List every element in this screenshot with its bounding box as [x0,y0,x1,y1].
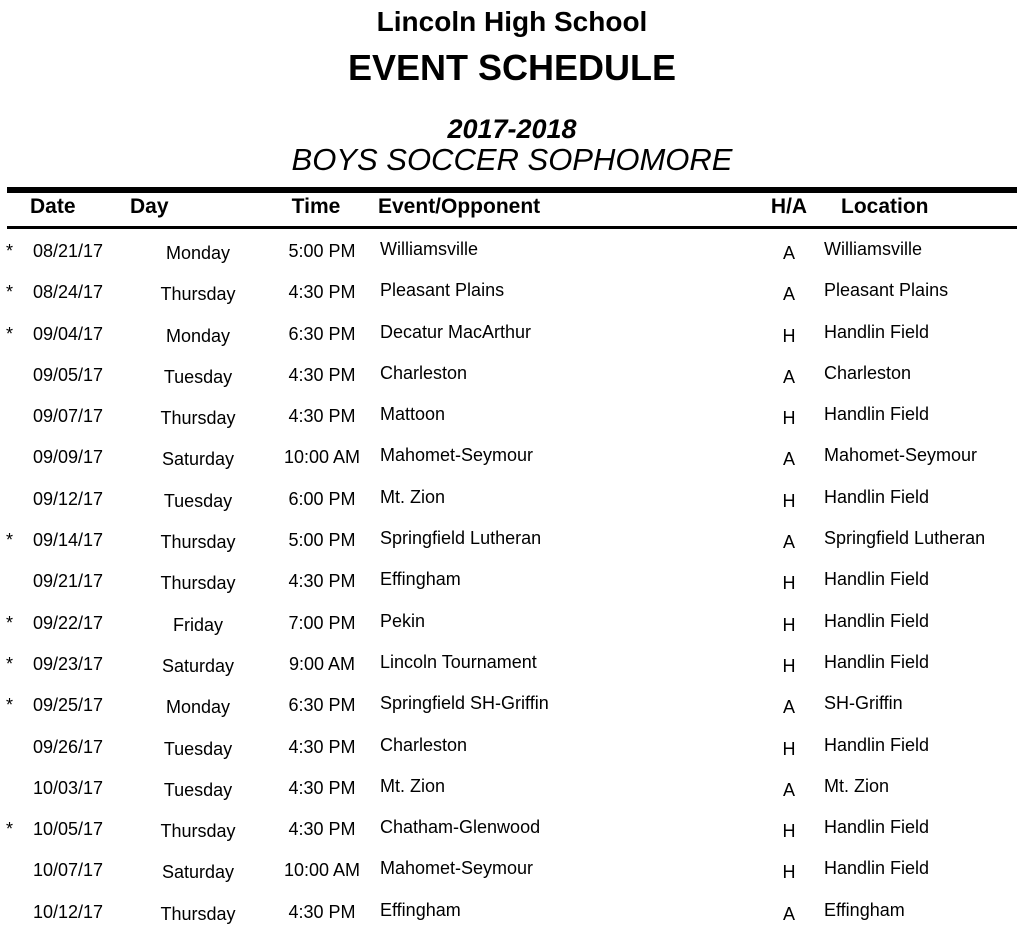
location-cell: Handlin Field [824,651,930,672]
table-row [0,314,1024,355]
day-cell: Thursday [160,821,236,842]
day-cell: Thursday [160,408,236,429]
location-cell: Charleston [824,362,912,383]
home-away-cell: A [782,449,795,470]
conference-flag: * [6,653,14,674]
date-cell: 09/23/17 [33,653,104,674]
home-away-cell: H [782,738,796,759]
event-cell: Lincoln Tournament [380,651,537,672]
time-cell: 7:00 PM [288,612,356,633]
column-header-time: Time [291,195,341,218]
day-cell: Tuesday [163,490,233,511]
table-row [0,768,1024,809]
location-cell: SH-Griffin [824,693,903,714]
table-row [0,479,1024,520]
event-cell: Chatham-Glenwood [380,817,541,838]
time-cell: 6:00 PM [288,488,356,509]
table-row [0,272,1024,313]
day-cell: Tuesday [163,738,233,759]
date-cell: 10/03/17 [33,777,104,798]
conference-flag: * [6,241,14,261]
time-cell: 6:30 PM [288,323,356,344]
page-title: EVENT SCHEDULE [347,47,677,88]
day-cell: Thursday [160,284,236,305]
table-row [0,727,1024,768]
date-cell: 08/21/17 [33,241,104,261]
home-away-cell: H [782,573,796,594]
home-away-cell: A [782,697,795,718]
table-row [0,685,1024,726]
column-header-day: Day [130,195,169,218]
time-cell: 10:00 AM [283,447,361,468]
home-away-cell: A [782,779,795,800]
date-cell: 09/26/17 [33,736,104,757]
location-cell: Springfield Lutheran [824,528,986,549]
conference-flag: * [6,282,14,303]
conference-flag: * [6,612,14,633]
time-cell: 4:30 PM [288,282,356,303]
event-cell: Pleasant Plains [380,280,505,301]
day-cell: Friday [172,614,223,635]
table-row [0,850,1024,891]
time-cell: 4:30 PM [288,571,356,592]
table-row [0,355,1024,396]
location-cell: Handlin Field [824,858,930,879]
time-cell: 10:00 AM [283,860,361,881]
day-cell: Monday [165,697,231,718]
day-cell: Thursday [160,532,236,553]
time-cell: 9:00 AM [288,653,356,674]
table-row [0,561,1024,602]
home-away-cell: H [782,655,796,676]
conference-flag: * [6,695,14,716]
event-cell: Charleston [380,734,468,755]
date-cell: 10/12/17 [33,901,104,922]
location-cell: Handlin Field [824,486,930,507]
location-cell: Handlin Field [824,569,930,590]
location-cell: Handlin Field [824,404,930,425]
location-cell: Handlin Field [824,734,930,755]
home-away-cell: A [782,903,795,924]
event-cell: Mt. Zion [380,775,446,796]
date-cell: 09/25/17 [33,695,104,716]
date-cell: 09/22/17 [33,612,104,633]
time-cell: 4:30 PM [288,819,356,840]
event-cell: Mahomet-Seymour [380,858,534,879]
team-label: BOYS SOCCER SOPHOMORE [291,142,733,177]
day-cell: Monday [165,243,231,263]
time-cell: 6:30 PM [288,695,356,716]
location-cell: Handlin Field [824,610,930,631]
table-row [0,231,1024,272]
table-row [0,520,1024,561]
event-cell: Charleston [380,362,468,383]
day-cell: Thursday [160,573,236,594]
column-header-row [0,196,1024,220]
event-cell: Mattoon [380,404,446,425]
date-cell: 09/09/17 [33,447,104,468]
event-cell: Williamsville [380,239,478,259]
time-cell: 4:30 PM [288,901,356,922]
day-cell: Saturday [161,862,235,883]
event-cell: Mt. Zion [380,486,446,507]
column-header-date: Date [30,195,76,218]
home-away-cell: H [782,490,796,511]
table-row [0,892,1024,933]
column-header-event: Event/Opponent [378,195,541,218]
table-row [0,437,1024,478]
table-row [0,809,1024,850]
home-away-cell: H [782,408,796,429]
date-cell: 08/24/17 [33,282,104,303]
event-cell: Effingham [380,899,461,920]
conference-flag: * [6,819,14,840]
home-away-cell: H [782,821,796,842]
date-cell: 10/05/17 [33,819,104,840]
day-cell: Saturday [161,655,235,676]
schedule-rows [0,231,1024,933]
home-away-cell: A [782,284,795,305]
event-cell: Mahomet-Seymour [380,445,534,466]
time-cell: 5:00 PM [288,530,356,551]
season-label: 2017-2018 [447,114,577,144]
location-cell: Pleasant Plains [824,280,949,301]
home-away-cell: A [782,243,795,263]
date-cell: 10/07/17 [33,860,104,881]
day-cell: Thursday [160,903,236,924]
time-cell: 4:30 PM [288,406,356,427]
home-away-cell: H [782,325,796,346]
event-cell: Springfield SH-Griffin [380,693,549,714]
location-cell: Effingham [824,899,905,920]
home-away-cell: A [782,366,795,387]
date-cell: 09/21/17 [33,571,104,592]
home-away-cell: H [782,614,796,635]
time-cell: 5:00 PM [288,241,356,261]
location-cell: Handlin Field [824,817,930,838]
location-cell: Mahomet-Seymour [824,445,978,466]
header-rule-thick [7,187,1017,193]
time-cell: 4:30 PM [288,736,356,757]
table-row [0,644,1024,685]
day-cell: Tuesday [163,366,233,387]
location-cell: Handlin Field [824,321,930,342]
day-cell: Saturday [161,449,235,470]
location-cell: Williamsville [824,239,922,259]
date-cell: 09/05/17 [33,364,104,385]
table-row [0,603,1024,644]
event-cell: Effingham [380,569,461,590]
event-cell: Pekin [380,610,426,631]
event-cell: Decatur MacArthur [380,321,532,342]
time-cell: 4:30 PM [288,777,356,798]
date-cell: 09/12/17 [33,488,104,509]
date-cell: 09/04/17 [33,323,104,344]
column-header-home-away: H/A [770,195,808,218]
conference-flag: * [6,530,14,551]
home-away-cell: A [782,532,795,553]
day-cell: Tuesday [163,779,233,800]
home-away-cell: H [782,862,796,883]
conference-flag: * [6,323,14,344]
time-cell: 4:30 PM [288,364,356,385]
event-cell: Springfield Lutheran [380,528,542,549]
column-header-location: Location [841,195,929,218]
table-row [0,396,1024,437]
school-name: Lincoln High School [376,6,648,37]
location-cell: Mt. Zion [824,775,890,796]
date-cell: 09/14/17 [33,530,104,551]
date-cell: 09/07/17 [33,406,104,427]
day-cell: Monday [165,325,231,346]
